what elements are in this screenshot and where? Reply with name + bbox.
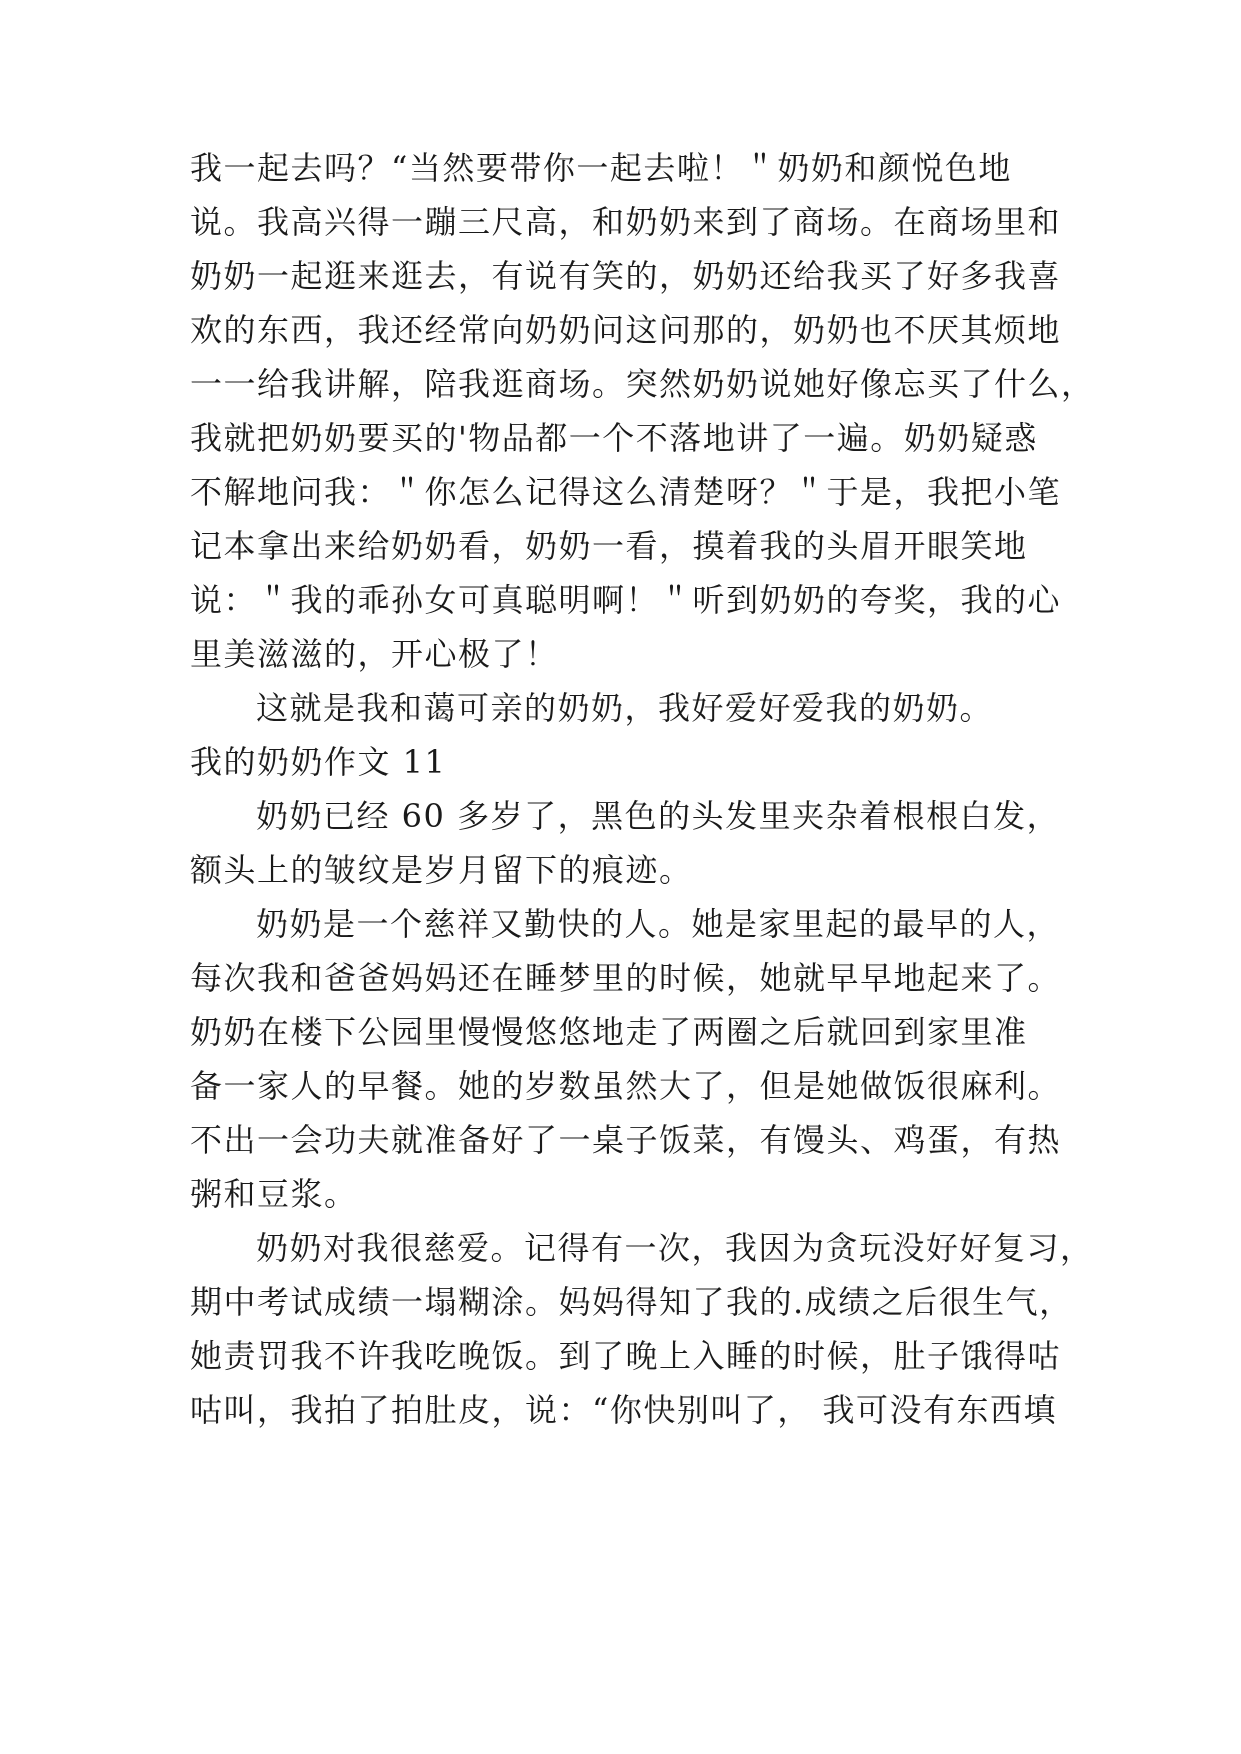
text-line: 奶奶在楼下公园里慢慢悠悠地走了两圈之后就回到家里准 [190, 1013, 1028, 1051]
text-line: 粥和豆浆。 [190, 1175, 358, 1213]
text-line: 欢的东西，我还经常向奶奶问这问那的，奶奶也不厌其烦地 [190, 311, 1062, 349]
text-line: 期中考试成绩一塌糊涂。妈妈得知了我的.成绩之后很生气， [190, 1283, 1073, 1321]
text-line: 一一给我讲解，陪我逛商场。突然奶奶说她好像忘买了什么， [190, 365, 1095, 403]
text-line: 我就把奶奶要买的'物品都一个不落地讲了一遍。奶奶疑惑 [190, 419, 1038, 457]
text-line: 备一家人的早餐。她的岁数虽然大了，但是她做饭很麻利。 [190, 1067, 1062, 1105]
essay-heading: 我的奶奶作文 11 [190, 743, 447, 781]
text-line: 不解地问我：＂你怎么记得这么清楚呀？＂于是，我把小笔 [190, 473, 1062, 511]
text-line: 她责罚我不许我吃晚饭。到了晚上入睡的时候，肚子饿得咕 [190, 1337, 1062, 1375]
text-line: 奶奶已经 60 多岁了，黑色的头发里夹杂着根根白发， [256, 797, 1061, 835]
text-line: 奶奶对我很慈爱。记得有一次，我因为贪玩没好好复习， [256, 1229, 1094, 1267]
text-line: 说。我高兴得一蹦三尺高，和奶奶来到了商场。在商场里和 [190, 203, 1062, 241]
text-line: 里美滋滋的，开心极了！ [190, 635, 559, 673]
text-line: 每次我和爸爸妈妈还在睡梦里的时候，她就早早地起来了。 [190, 959, 1062, 997]
text-line: 咕叫，我拍了拍肚皮，说：“你快别叫了， 我可没有东西填 [190, 1391, 1058, 1429]
text-line: 说：＂我的乖孙女可真聪明啊！＂听到奶奶的夸奖，我的心 [190, 581, 1062, 619]
text-line: 不出一会功夫就准备好了一桌子饭菜，有馒头、鸡蛋，有热 [190, 1121, 1062, 1159]
text-line: 额头上的皱纹是岁月留下的痕迹。 [190, 851, 693, 889]
text-line: 奶奶一起逛来逛去，有说有笑的，奶奶还给我买了好多我喜 [190, 257, 1062, 295]
text-line: 奶奶是一个慈祥又勤快的人。她是家里起的最早的人， [256, 905, 1061, 943]
text-line: 这就是我和蔼可亲的奶奶，我好爱好爱我的奶奶。 [256, 689, 994, 727]
text-line: 我一起去吗？“当然要带你一起去啦！＂奶奶和颜悦色地 [190, 149, 1012, 187]
text-line: 记本拿出来给奶奶看，奶奶一看，摸着我的头眉开眼笑地 [190, 527, 1028, 565]
